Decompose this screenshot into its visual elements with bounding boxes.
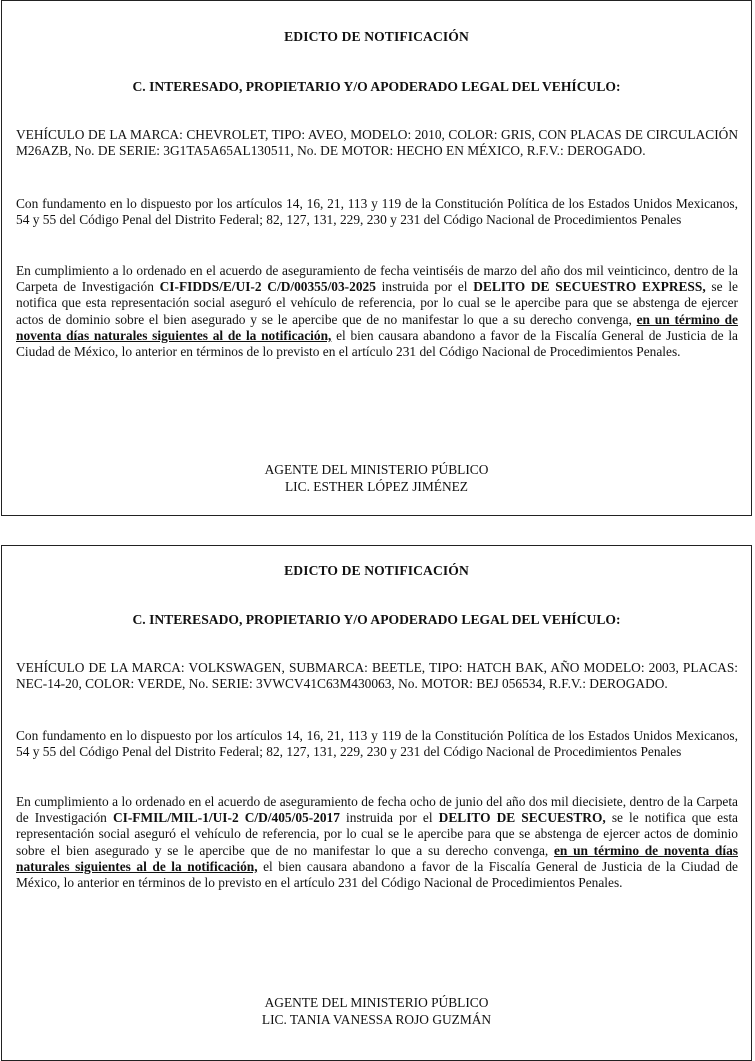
edicto-addressee: C. INTERESADO, PROPIETARIO Y/O APODERADO LEGAL DEL VEHÍCULO: <box>132 79 621 94</box>
body-text: instruida por el <box>339 810 439 826</box>
term-notice: en un término de noventa días naturales siguientes al de la notificación, <box>16 842 738 874</box>
signer-title: AGENTE DEL MINISTERIO PÚBLICO <box>264 462 489 477</box>
vehicle-description: VEHÍCULO DE LA MARCA: CHEVROLET, TIPO: AVEO, MODELO: 2010, COLOR: GRIS, CON PLACAS DE CIRCULACIÓN M26AZB, No. DE SERIE: 3G1TA5A65AL130511, No. DE MOTOR: HECHO EN MÉXICO, R.F.V.: DEROGADO. <box>16 127 738 159</box>
notification-body <box>16 263 738 360</box>
signer-name: LIC. ESTHER LÓPEZ JIMÉNEZ <box>285 479 468 494</box>
legal-basis: Con fundamento en lo dispuesto por los artículos 14, 16, 21, 113 y 119 de la Constitución Política de los Estados Unidos Mexicanos, 54 y 55 del Código Penal del Distrito Federal; 82, 127, 131, 229, 230 y 231 del Código Nacional de Procedimientos Penales <box>16 728 738 760</box>
body-text: se le notifica que esta representación social aseguró el vehículo de referencia, por lo cual se le apercibe para que se abstenga de ejercer actos de dominio sobre el bien asegurado y se le apercibe que de no manifestar lo que a su derecho convenga, <box>16 279 738 327</box>
signer-title: AGENTE DEL MINISTERIO PÚBLICO <box>264 995 489 1010</box>
vehicle-description: VEHÍCULO DE LA MARCA: VOLKSWAGEN, SUBMARCA: BEETLE, TIPO: HATCH BAK, AÑO MODELO: 2003, PLACAS: NEC-14-20, COLOR: VERDE, No. SERIE: 3VWCV41C63M430063, No. MOTOR: BEJ 056534, R.F.V.: DEROGADO. <box>16 660 738 692</box>
edicto-addressee: C. INTERESADO, PROPIETARIO Y/O APODERADO LEGAL DEL VEHÍCULO: <box>132 612 621 627</box>
body-text: el bien causara abandono a favor de la Fiscalía General de Justicia de la Ciudad de México, lo anterior en términos de lo previsto en el artículo 231 del Código Nacional de Procedimientos Penales. <box>16 858 738 891</box>
signature-block <box>2 461 751 495</box>
body-text: se le notifica que esta representación social aseguró el vehículo de referencia, por lo cual se le apercibe para que se abstenga de ejercer actos de dominio sobre el bien asegurado y se le apercibe que de no manifestar lo que a su derecho convenga, <box>16 810 739 858</box>
case-number: CI-FIDDS/E/UI-2 C/D/00355/03-2025 <box>159 279 376 295</box>
edicto-panel-2 <box>1 545 752 1061</box>
body-text: En cumplimiento a lo ordenado en el acuerdo de aseguramiento de fecha ocho de junio del año dos mil diecisiete, dentro de la Carpeta de Investigación <box>16 794 738 826</box>
notification-body <box>16 794 738 891</box>
edicto-title: EDICTO DE NOTIFICACIÓN <box>284 563 469 578</box>
term-notice: en un término de noventa días naturales siguientes al de la notificación, <box>16 311 738 343</box>
crime-name: DELITO DE SECUESTRO EXPRESS, <box>473 279 706 295</box>
crime-name: DELITO DE SECUESTRO, <box>438 810 606 826</box>
signer-name: LIC. TANIA VANESSA ROJO GUZMÁN <box>261 1012 492 1027</box>
legal-basis: Con fundamento en lo dispuesto por los artículos 14, 16, 21, 113 y 119 de la Constitución Política de los Estados Unidos Mexicanos, 54 y 55 del Código Penal del Distrito Federal; 82, 127, 131, 229, 230 y 231 del Código Nacional de Procedimientos Penales <box>16 196 738 228</box>
edicto-title: EDICTO DE NOTIFICACIÓN <box>284 29 469 44</box>
body-text: instruida por el <box>375 279 474 295</box>
edicto-panel-1 <box>1 0 752 516</box>
body-text: En cumplimiento a lo ordenado en el acuerdo de aseguramiento de fecha veintiséis de marzo del año dos mil veinticinco, dentro de la Carpeta de Investigación <box>16 263 738 295</box>
body-text: el bien causara abandono a favor de la Fiscalía General de Justicia de la Ciudad de México, lo anterior en términos de lo previsto en el artículo 231 del Código Nacional de Procedimientos Penales. <box>16 327 738 360</box>
signature-block <box>2 994 751 1028</box>
case-number: CI-FMIL/MIL-1/UI-2 C/D/405/05-2017 <box>112 810 340 826</box>
